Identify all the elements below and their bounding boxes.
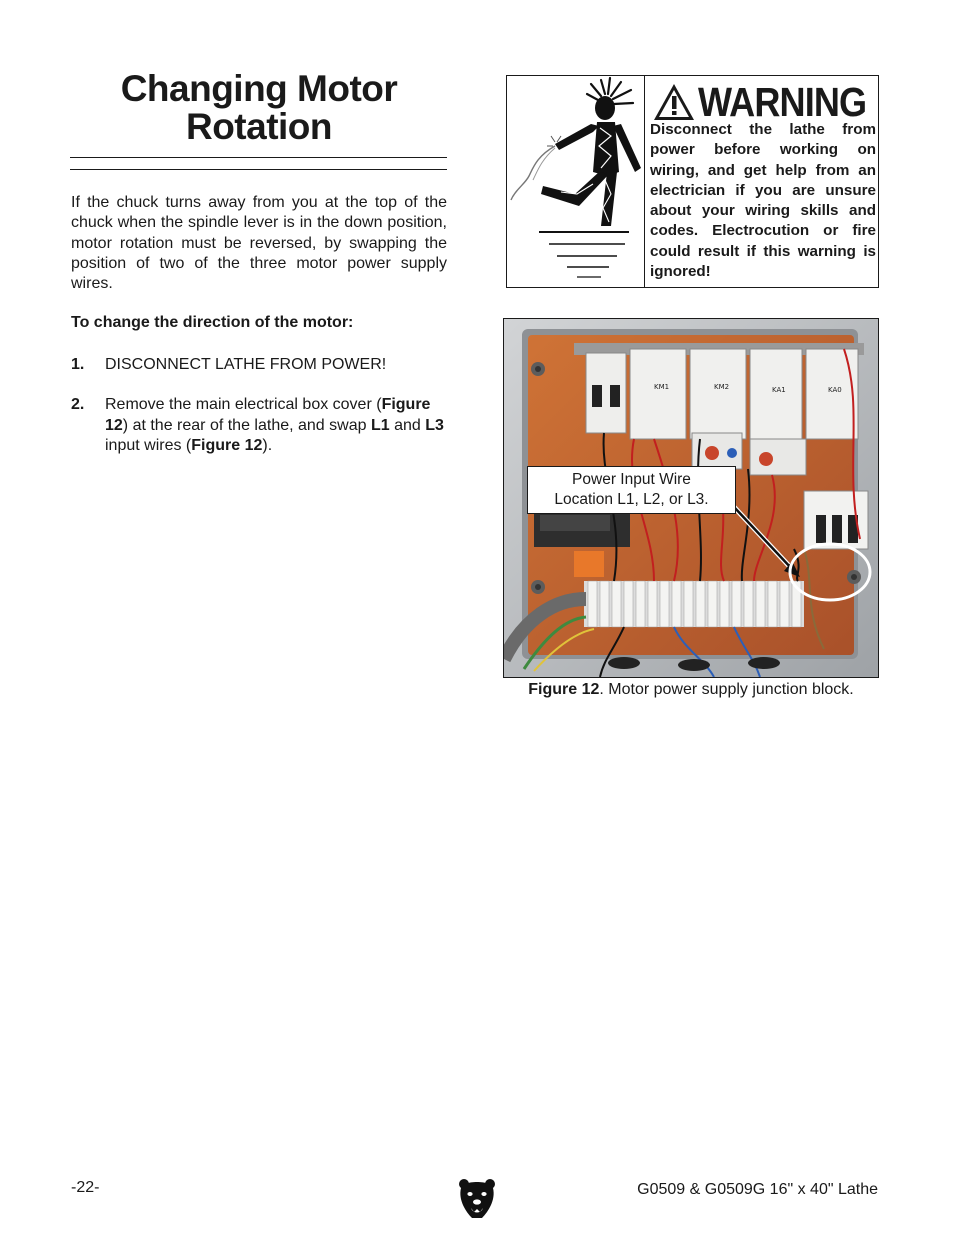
warning-message: Disconnect the lathe from power before working on wiring, and get help from an electrician if you are unsure about your wiring skills and codes. Electrocution or fire could result if this warning is ignored! xyxy=(650,121,876,281)
page-title xyxy=(70,70,448,146)
step-text-part: and xyxy=(389,416,426,434)
svg-text:KA0: KA0 xyxy=(828,386,842,394)
svg-text:KM1: KM1 xyxy=(654,383,670,391)
step-text-part: ). xyxy=(262,437,273,454)
svg-text:KM2: KM2 xyxy=(714,383,730,391)
title-rule-top xyxy=(70,157,447,158)
page-number: -22- xyxy=(71,1179,100,1196)
step-text-part: input wires ( xyxy=(105,437,192,454)
step-text: DISCONNECT LATHE FROM POWER! xyxy=(105,356,387,373)
warning-triangle-icon xyxy=(652,82,696,122)
figure-callout xyxy=(527,466,736,514)
wire-label-l3: L3 xyxy=(425,416,444,434)
svg-text:KA1: KA1 xyxy=(772,386,786,394)
page-title-line-1: Changing Motor xyxy=(120,68,398,109)
bear-head-svg xyxy=(458,1178,496,1220)
title-rule-bottom xyxy=(70,169,447,170)
warning-header xyxy=(652,79,876,125)
callout-line-2: Location L1, L2, or L3. xyxy=(554,491,709,508)
step-text xyxy=(105,395,448,457)
wire-label-l1: L1 xyxy=(370,416,390,434)
caption-text: . Motor power supply junction block. xyxy=(599,681,854,698)
figure-reference: Figure 12 xyxy=(105,396,431,434)
manual-title: G0509 & G0509G 16" x 40" Lathe xyxy=(637,1181,878,1198)
figure-caption xyxy=(503,681,879,699)
electrocution-figure-svg xyxy=(507,76,644,287)
warning-word: WARNING xyxy=(698,79,867,125)
grizzly-bear-logo-icon xyxy=(458,1178,496,1220)
figure-reference: Figure 12 xyxy=(191,437,263,454)
step-number: 2. xyxy=(71,396,85,413)
electrocution-hazard-icon xyxy=(507,76,644,287)
step-number: 1. xyxy=(71,356,85,373)
intro-paragraph: If the chuck turns away from you at the top of the chuck when the spindle lever is in the down position, motor rotation must be reversed, by swapping the position of two of the three motor power supply wires. xyxy=(71,194,447,293)
callout-line-1: Power Input Wire xyxy=(572,471,691,488)
page-title-line-2: Rotation xyxy=(185,106,333,147)
caption-figure-number: Figure 12 xyxy=(528,681,600,698)
procedure-heading: To change the direction of the motor: xyxy=(71,314,354,331)
step-text-part: Remove the main electrical box cover ( xyxy=(105,396,382,413)
step-text-part: ) at the rear of the lathe, and swap xyxy=(122,416,371,434)
warning-divider xyxy=(644,75,645,288)
